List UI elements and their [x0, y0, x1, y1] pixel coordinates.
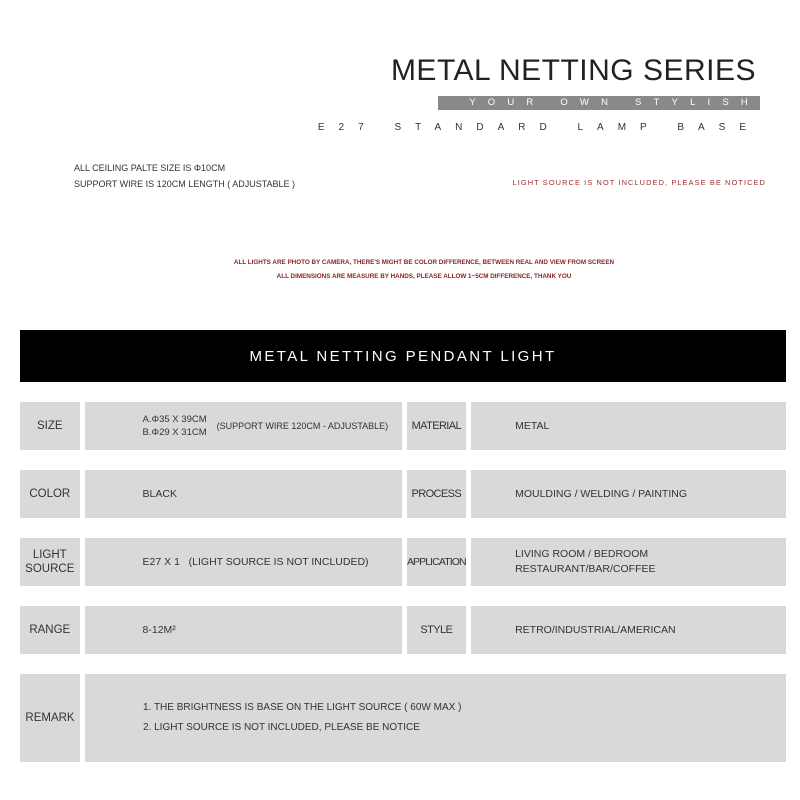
ceiling-plate-note: ALL CEILING PALTE SIZE IS Φ10CM — [74, 163, 226, 173]
product-banner: METAL NETTING PENDANT LIGHT — [20, 330, 786, 382]
size-value-cell — [85, 402, 402, 450]
tagline-bar: YOUR OWN STYLISH — [438, 96, 760, 110]
style-label: STYLE — [407, 606, 467, 654]
spec-row-remark — [20, 674, 786, 762]
size-option-b: B.Φ29 X 31CM — [142, 427, 207, 438]
process-label: PROCESS — [407, 470, 467, 518]
color-value: BLACK — [85, 470, 402, 518]
range-label: RANGE — [20, 606, 80, 654]
style-value: RETRO/INDUSTRIAL/AMERICAN — [471, 606, 786, 654]
material-value: METAL — [471, 402, 786, 450]
disclaimer-dimension-line: ALL DIMENSIONS ARE MEASURE BY HANDS, PLEASE ALLOW 1~5CM DIFFERENCE, THANK YOU — [276, 273, 572, 280]
application-value-line-2: RESTAURANT/BAR/COFFEE — [515, 563, 656, 575]
size-note: (SUPPORT WIRE 120CM - ADJUSTABLE) — [216, 421, 389, 431]
size-option-a: A.Φ35 X 39CM — [142, 414, 207, 425]
application-value-line-1: LIVING ROOM / BEDROOM — [515, 548, 649, 560]
material-label: MATERIAL — [407, 402, 467, 450]
lamp-base-text: E27 STANDARD LAMP BASE — [317, 122, 760, 133]
light-source-label-line-1: LIGHT — [32, 549, 67, 561]
size-label: SIZE — [20, 402, 80, 450]
remark-value-cell — [85, 674, 786, 762]
support-wire-note: SUPPORT WIRE IS 120CM LENGTH ( ADJUSTABLE ) — [74, 179, 296, 189]
range-value: 8-12M² — [85, 606, 402, 654]
remark-line-2: 2. LIGHT SOURCE IS NOT INCLUDED, PLEASE BE NOTICE — [143, 722, 420, 733]
spec-row-size — [20, 402, 786, 450]
light-source-notice: LIGHT SOURCE IS NOT INCLUDED, PLEASE BE NOTICED — [512, 178, 766, 187]
light-source-label-line-2: SOURCE — [25, 563, 75, 575]
process-value: MOULDING / WELDING / PAINTING — [471, 470, 786, 518]
light-source-value: E27 X 1 (LIGHT SOURCE IS NOT INCLUDED) — [85, 538, 402, 586]
disclaimer-color-line: ALL LIGHTS ARE PHOTO BY CAMERA, THERE'S MIGHT BE COLOR DIFFERENCE, BETWEEN REAL AND VIEW FROM SCREEN — [233, 259, 615, 266]
remark-line-1: 1. THE BRIGHTNESS IS BASE ON THE LIGHT SOURCE ( 60W MAX ) — [143, 702, 462, 713]
spec-notes — [74, 160, 295, 192]
remark-label: REMARK — [20, 674, 80, 762]
light-source-label — [20, 538, 80, 586]
application-label: APPLICATION — [407, 538, 467, 586]
application-value-cell — [471, 538, 786, 586]
series-title: METAL NETTING SERIES — [390, 54, 756, 87]
disclaimer — [0, 256, 800, 284]
spec-row-light-source — [20, 538, 786, 586]
spec-row-range — [20, 606, 786, 654]
color-label: COLOR — [20, 470, 80, 518]
spec-row-color — [20, 470, 786, 518]
